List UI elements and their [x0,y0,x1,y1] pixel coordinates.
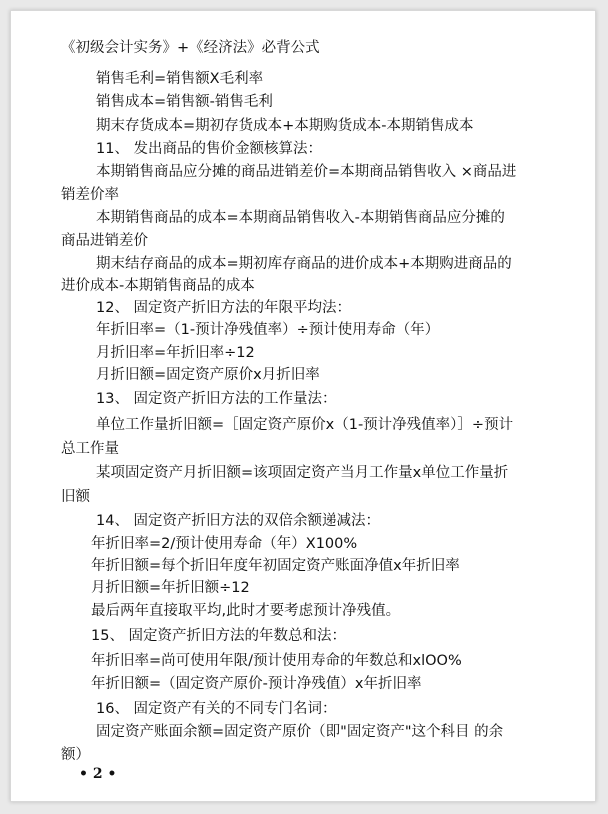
text-line: 年折旧额=（固定资产原价-预计净残值）x年折旧率 [91,676,422,692]
page-number: • 2 • [79,766,117,782]
text-line: 本期销售商品应分摊的商品进销差价=本期商品销售收入 ×商品进 [96,164,517,180]
text-line: 销售毛利=销售额X毛利率 [96,71,264,87]
section-heading: 11、 发出商品的售价金额核算法： [96,141,323,157]
text-line: 本期销售商品的成本=本期商品销售收入-本期销售商品应分摊的 [96,210,505,226]
text-line: 某项固定资产月折旧额=该项固定资产当月工作量x单位工作量折 [96,465,509,481]
text-line: 期末结存商品的成本=期初库存商品的进价成本+本期购进商品的 [96,256,512,272]
document-page [10,10,596,802]
text-line: 年折旧额=每个折旧年度年初固定资产账面净值x年折旧率 [91,558,460,574]
text-line: 月折旧率=年折旧率÷12 [96,345,255,361]
text-line: 总工作量 [61,441,119,457]
text-line: 销差价率 [61,187,119,203]
text-line: 商品进销差价 [61,233,148,249]
text-line: 最后两年直接取平均,此时才要考虑预计净残值。 [91,603,401,619]
text-line: 进价成本-本期销售商品的成本 [61,278,255,294]
text-line: 年折旧率=尚可使用年限/预计使用寿命的年数总和xlOO% [91,653,462,669]
section-heading: 16、 固定资产有关的不同专门名词： [96,701,337,717]
section-heading: 12、 固定资产折旧方法的年限平均法： [96,300,352,316]
document-header: 《初级会计实务》+《经济法》必背公式 [61,40,320,56]
text-line: 期末存货成本=期初存货成本+本期购货成本-本期销售成本 [96,118,474,134]
text-line: 旧额 [61,489,90,505]
section-heading: 13、 固定资产折旧方法的工作量法： [96,391,337,407]
text-line: 年折旧率=（1-预计净残值率）÷预计使用寿命（年） [96,322,440,338]
text-line: 单位工作量折旧额=［固定资产原价x（1-预计净残值率）］÷预计 [96,417,514,433]
section-heading: 15、 固定资产折旧方法的年数总和法： [91,628,347,644]
section-heading: 14、 固定资产折旧方法的双倍余额递减法： [96,513,381,529]
text-line: 固定资产账面余额=固定资产原价（即"固定资产"这个科目 的余 [96,724,504,740]
text-line: 月折旧额=固定资产原价x月折旧率 [96,367,320,383]
text-line: 销售成本=销售额-销售毛利 [96,94,273,110]
text-line: 额） [61,747,90,763]
text-line: 月折旧额=年折旧额÷12 [91,580,250,596]
text-line: 年折旧率=2/预计使用寿命（年）X100% [91,536,358,552]
